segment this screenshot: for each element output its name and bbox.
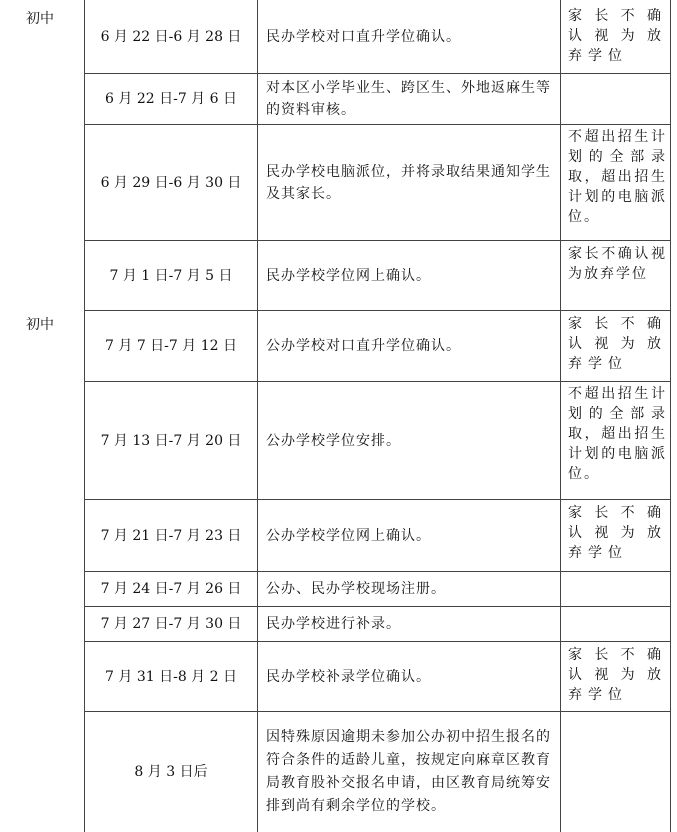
row-7-date: 7 月 21 日-7 月 23 日 [100, 527, 242, 544]
stage-label-top: 初中 [26, 11, 54, 27]
row-2-work: 对本区小学毕业生、跨区生、外地返麻生等的资料审核。 [266, 80, 551, 118]
row-5-note: 家长不确认视为放弃学位 [568, 316, 667, 372]
row-8-date: 7 月 24 日-7 月 26 日 [100, 581, 242, 597]
row-3-date: 6 月 29 日-6 月 30 日 [100, 174, 242, 191]
row-10-date: 7 月 31 日-8 月 2 日 [105, 668, 237, 685]
row-9-note [561, 607, 670, 641]
row-6-work: 公办学校学位安排。 [266, 432, 401, 449]
row-1-note: 家长不确认视为放弃学位 [568, 8, 667, 64]
row-11-date: 8 月 3 日后 [134, 764, 208, 780]
row-8-work: 公办、民办学校现场注册。 [266, 581, 446, 597]
row-10-note: 家长不确认视为放弃学位 [568, 647, 667, 703]
row-11-work: 因特殊原因逾期未参加公办初中招生报名的符合条件的适龄儿童，按规定向麻章区教育局教育股补交报名申请，由区教育局统筹安排到尚有剩余学位的学校。 [266, 729, 551, 814]
row-10-work: 民办学校补录学位确认。 [266, 668, 431, 685]
row-1-work: 民办学校对口直升学位确认。 [266, 28, 461, 45]
stage-label-junior-high: 初中 [26, 317, 54, 333]
row-1-date: 6 月 22 日-6 月 28 日 [100, 28, 242, 45]
row-6-note: 不超出招生计划的全部录取，超出招生计划的电脑派位。 [568, 386, 667, 482]
row-4-note: 家长不确认视为放弃学位 [568, 246, 667, 282]
row-3-note: 不超出招生计划的全部录取，超出招生计划的电脑派位。 [568, 129, 667, 225]
row-7-note: 家长不确认视为放弃学位 [568, 505, 667, 561]
row-5-work: 公办学校对口直升学位确认。 [266, 338, 461, 354]
row-5-date: 7 月 7 日-7 月 12 日 [105, 338, 237, 354]
row-9-date: 7 月 27 日-7 月 30 日 [100, 616, 242, 632]
row-2-note [561, 74, 670, 124]
row-4-date: 7 月 1 日-7 月 5 日 [109, 267, 233, 284]
row-7-work: 公办学校学位网上确认。 [266, 527, 431, 544]
row-6-date: 7 月 13 日-7 月 20 日 [100, 432, 242, 449]
row-3-work: 民办学校电脑派位，并将录取结果通知学生及其家长。 [266, 163, 551, 202]
row-11-note [561, 712, 670, 832]
row-2-date: 6 月 22 日-7 月 6 日 [105, 91, 237, 107]
row-9-work: 民办学校进行补录。 [266, 616, 401, 632]
row-4-work: 民办学校学位网上确认。 [266, 267, 431, 284]
row-8-note [561, 572, 670, 606]
